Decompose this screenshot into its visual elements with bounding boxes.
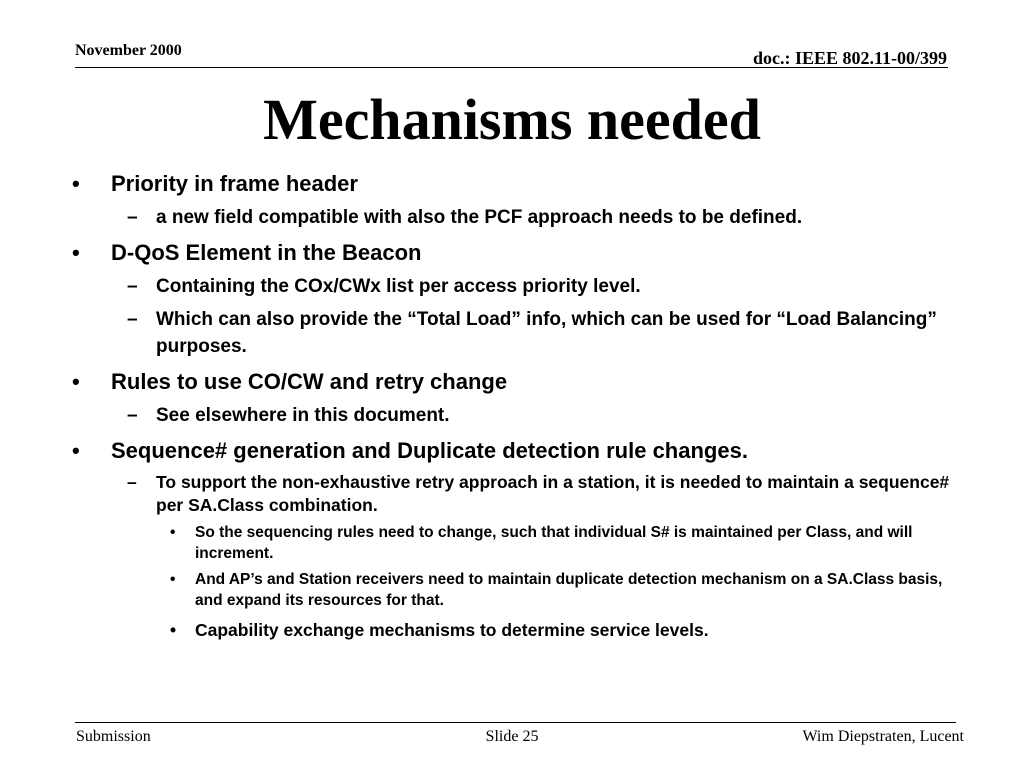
bullet-item	[72, 368, 952, 396]
bullet-marker: •	[72, 438, 80, 463]
bullet-marker: •	[170, 571, 176, 588]
sub-sub-bullet-text: So the sequencing rules need to change, such that individual S# is maintained per Class, and will increment.	[195, 524, 913, 562]
sub-bullet-text: Which can also provide the “Total Load” info, which can be used for “Load Balancing” purposes.	[156, 309, 937, 357]
sub-sub-bullet-item	[72, 522, 952, 564]
sub-bullet-text: Containing the COx/CWx list per access priority level.	[156, 276, 641, 297]
sub-bullet-item	[72, 204, 952, 231]
footer-divider	[75, 722, 956, 723]
footer-submission: Submission	[76, 728, 151, 745]
sub-sub-bullet-item	[72, 618, 952, 642]
bullet-marker: •	[170, 620, 177, 640]
slide-body	[72, 166, 952, 642]
bullet-marker: •	[72, 369, 80, 394]
dash-marker: –	[127, 472, 137, 492]
bullet-item	[72, 437, 952, 465]
sub-bullet-item	[72, 306, 952, 360]
sub-sub-bullet-item	[72, 569, 952, 611]
sub-sub-bullet-text: Capability exchange mechanisms to determine service levels.	[195, 620, 709, 640]
bullet-text: Priority in frame header	[111, 171, 358, 196]
sub-bullet-text: See elsewhere in this document.	[156, 405, 450, 426]
sub-sub-bullet-text: And AP’s and Station receivers need to maintain duplicate detection mechanism on a SA.Class basis, and expand its resources for that.	[195, 571, 943, 609]
bullet-item	[72, 239, 952, 267]
header-date: November 2000	[75, 42, 182, 59]
bullet-marker: •	[170, 524, 176, 541]
sub-bullet-text: To support the non-exhaustive retry approach in a station, it is needed to maintain a sequence# per SA.Class combination.	[156, 472, 950, 515]
sub-bullet-text: a new field compatible with also the PCF approach needs to be defined.	[156, 207, 803, 228]
bullet-text: Sequence# generation and Duplicate detection rule changes.	[111, 438, 748, 463]
footer-author: Wim Diepstraten, Lucent	[802, 728, 964, 745]
dash-marker: –	[127, 309, 138, 330]
bullet-item	[72, 170, 952, 198]
dash-marker: –	[127, 276, 138, 297]
dash-marker: –	[127, 405, 138, 426]
footer-slide-number: Slide 25	[485, 728, 539, 745]
sub-bullet-item	[72, 402, 952, 429]
sub-bullet-item	[72, 273, 952, 300]
bullet-marker: •	[72, 171, 80, 196]
bullet-text: Rules to use CO/CW and retry change	[111, 369, 508, 394]
bullet-marker: •	[72, 240, 80, 265]
header-doc-id: doc.: IEEE 802.11-00/399	[752, 48, 947, 68]
slide-title: Mechanisms needed	[263, 87, 761, 152]
bullet-text: D-QoS Element in the Beacon	[111, 240, 422, 265]
dash-marker: –	[127, 207, 138, 228]
header-divider	[75, 67, 948, 68]
sub-bullet-item	[72, 471, 952, 517]
